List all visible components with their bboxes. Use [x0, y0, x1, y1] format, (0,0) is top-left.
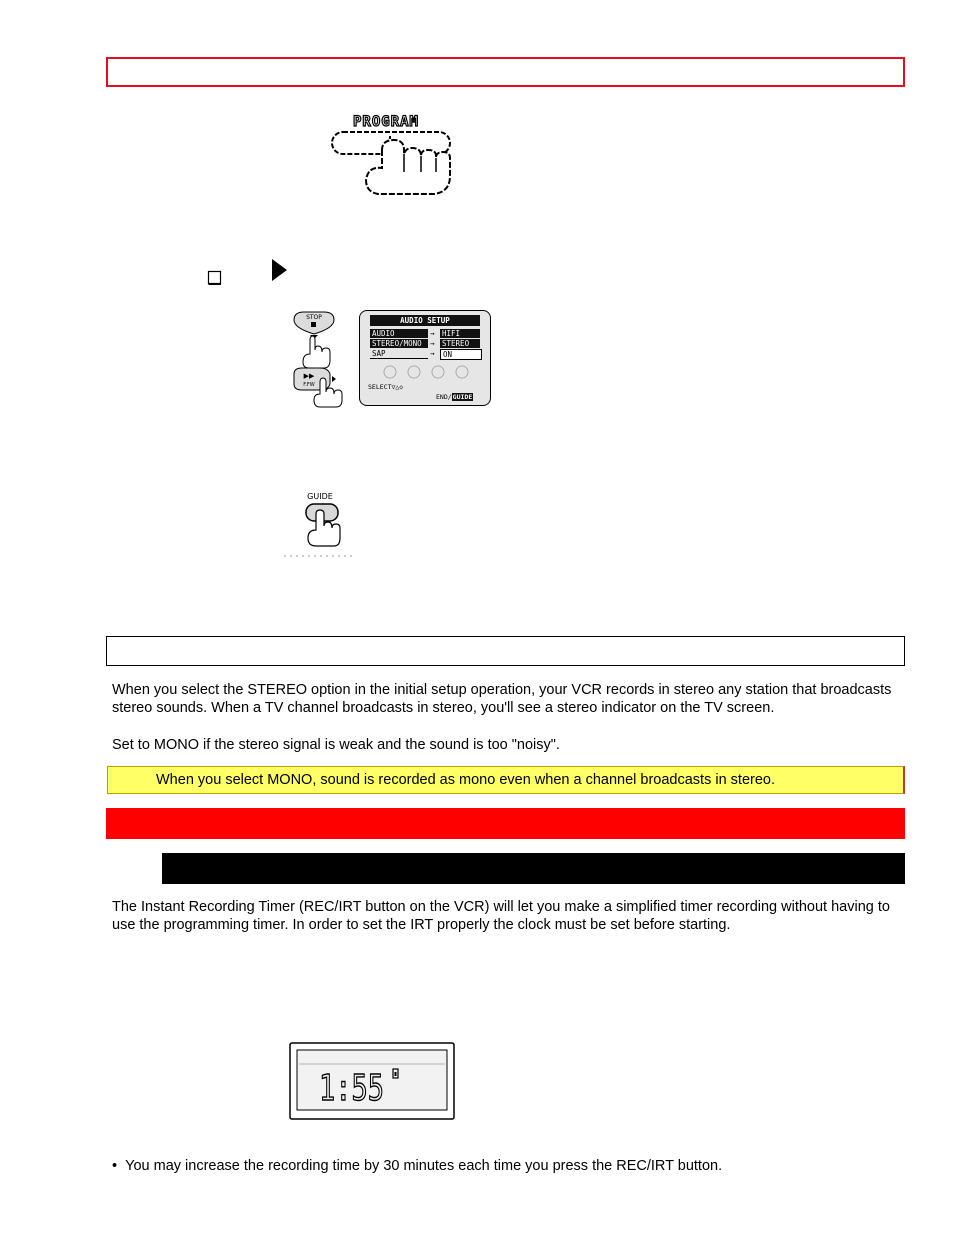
bullet-glyph: • [112, 1158, 126, 1174]
menu-item-sap: SAP [370, 349, 428, 359]
guide-button-illustration [280, 490, 360, 560]
note-box [107, 766, 905, 794]
menu-row-stereo-mono: STEREO/MONO → STEREO [370, 339, 482, 348]
stop-square-icon [207, 270, 223, 286]
guide-label: GUIDE [307, 492, 333, 501]
section-header-box-red [106, 57, 905, 87]
stereo-paragraph-2: Set to MONO if the stereo signal is weak and the sound is too "noisy". [112, 737, 560, 753]
screen-faint-pattern [370, 363, 482, 381]
end-guide-hint: END/GUIDE [436, 393, 473, 401]
irt-bullet-text: You may increase the recording time by 30 minutes each time you press the REC/IRT button. [125, 1158, 723, 1174]
menu-item-stereo-mono: STEREO/MONO [370, 339, 428, 348]
guide-tag: GUIDE [452, 393, 473, 401]
irt-time-readout: 1:55 [319, 1066, 384, 1110]
select-hint: SELECT▽△◇ [368, 383, 404, 391]
menu-row-audio: AUDIO → HIFI [370, 329, 482, 338]
irt-display-illustration [289, 1042, 455, 1120]
menu-row-sap: SAP → ON [370, 349, 482, 358]
note-text: When you select MONO, sound is recorded as mono even when a channel broadcasts in stereo. [156, 772, 775, 788]
program-button-drawing [306, 110, 466, 202]
stop-label: STOP [306, 314, 322, 321]
black-banner [162, 853, 905, 884]
program-label: PROGRAM [352, 114, 420, 130]
audio-setup-menu-box [370, 329, 482, 361]
audio-setup-screen [359, 310, 491, 406]
audio-setup-title: AUDIO SETUP [370, 315, 480, 326]
red-banner [106, 808, 905, 839]
play-triangle-icon [270, 258, 288, 282]
section-header-box-black [106, 636, 905, 666]
stop-ffw-buttons-illustration [290, 308, 346, 408]
menu-value-audio: HIFI [440, 329, 480, 338]
irt-paragraph: The Instant Recording Timer (REC/IRT button on the VCR) will let you make a simplified timer recording without having to use the programming timer. In order to set the IRT properly the clock must be set before starting. [112, 899, 890, 933]
stereo-paragraph-1: When you select the STEREO option in the initial setup operation, your VCR records in stereo any station that broadcasts stereo sounds. When a TV channel broadcasts in stereo, you'll see a stereo indicator on the TV screen. [112, 682, 892, 716]
menu-value-sap: ON [440, 349, 482, 360]
ffw-label: F.FW [303, 382, 315, 388]
program-button-illustration [306, 110, 466, 202]
svg-text:▶▶: ▶▶ [303, 372, 315, 380]
irt-bullet-item [112, 1157, 902, 1175]
menu-value-stereo-mono: STEREO [440, 339, 480, 348]
menu-item-audio: AUDIO [370, 329, 428, 338]
